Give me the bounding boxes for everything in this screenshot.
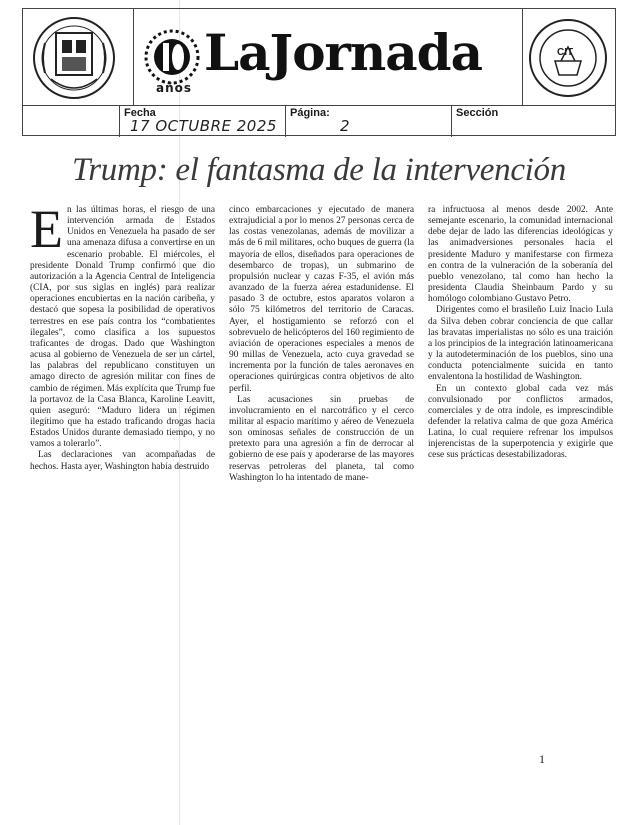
clipping-header <box>22 8 616 136</box>
date-label: Fecha <box>124 107 156 119</box>
paragraph-text: n las últimas horas, el riesgo de una intervención armada de Estados Unidos en Venezuela ha pasado de ser una amenaza difusa a convertirse en un escenario probable. El miércoles, el presidente Donald Trump confirmó que dio autorización a la Agencia Central de Inteligencia (CIA, por sus siglas en inglés) para realizar operaciones encubiertas en la nación caribeña, y destacó que sopesa la posibilidad de operativos terrestres en ese país contra los “combatientes ilegales”, como clasifica a los supuestos traficantes de drogas. Dado que Washington acusa al gobierno de Venezuela de ser un cártel, las palabras del republicano constituyen un amago directo de agresión militar con fines de cambio de régimen. Más explícita que Trump fue la portavoz de la Casa Blanca, Karoline Leavitt, quien aseguró: “Maduro lidera un régimen ilegítimo que ha estado traficando drogas hacia Estados Unidos durante demasiado tiempo, y no vamos a tolerarlo”. <box>30 205 215 450</box>
article-column-2 <box>229 205 414 483</box>
masthead-block <box>133 9 523 105</box>
right-seal-text: CIT <box>557 47 574 58</box>
article-column-3 <box>428 205 613 473</box>
paragraph: ra infructuosa al menos desde 2002. Ante semejante escenario, la comunidad internacional debe dejar de lado las diferencias ideológicas y las animadversiones personales hacia el presidente Maduro y manifestarse con firmeza en contra de la vulneración de la soberanía del pueblo venezolano, tal como han hecho la presidenta Claudia Sheinbaum Pardo y su homólogo colombiano Gustavo Petro. <box>428 205 613 305</box>
union-seal-logo <box>29 13 119 103</box>
article-body <box>30 199 614 483</box>
paragraph: Las declaraciones van acompañadas de hechos. Hasta ayer, Washington había destruido <box>30 450 215 472</box>
paragraph: Dirigentes como el brasileño Luiz Inacio Lula da Silva deben cobrar conciencia de que callar las bravatas imperialistas no sólo es una traición a los principios de la integración latinoamericana y la autodeterminación de los pueblos, sino una conducta potencialmente suicida en tanto envalentona la hostilidad de Washington. <box>428 305 613 383</box>
section-label: Sección <box>456 107 499 119</box>
date-value: 17 OCTUBRE 2025 <box>130 117 277 135</box>
page-cell <box>285 106 451 137</box>
paragraph: En un contexto global cada vez más convulsionado por conflictos armados, comerciales y de otra índole, es imprescindible defender la relativa calma de que goza América Latina, lo cual requiere refrenar los impulsos injerencistas de la superpotencia y exigirle que cese sus prácticas desestabilizadoras. <box>428 383 613 461</box>
paragraph: cinco embarcaciones y ejecutado de manera extrajudicial a por lo menos 27 personas cerca de las costas venezolanas, además de movilizar a más de 6 mil militares, ocho buques de guerra (la mayoría de ellos, diseñados para operaciones de desembarco de tropas), un submarino de propulsión nuclear y cazas F-35, el avión más avanzado de la fuerza aérea estadunidense. El pasado 3 de octubre, estos aparatos volaron a sólo 75 kilómetros del territorio de Caracas. Ayer, el hostigamiento se reforzó con el sobrevuelo de helicópteros del 160 regimiento de aviación de operaciones especiales a menos de 90 millas de Venezuela, acto cuya gravedad se incrementa por la función de tales aeronaves en operaciones quirúrgicas contra objetivos de alto perfil. <box>229 205 414 394</box>
confederation-seal-logo <box>527 17 609 99</box>
page-number: 1 <box>539 752 545 766</box>
article-column-1 <box>30 199 215 473</box>
clipping-info-row <box>23 105 615 137</box>
anniversary-label: años <box>156 81 193 95</box>
paragraph <box>30 199 215 450</box>
article-headline: Trump: el fantasma de la intervención <box>72 152 566 188</box>
paragraph: Las acusaciones sin pruebas de involucramiento en el narcotráfico y el cerco militar al espacio marítimo y aéreo de Venezuela son ominosas señales de construcción de un pretexto para una agresión a fin de derrocar al gobierno de ese país y apoderarse de las mayores reservas petroleras del planeta, tal como Washington lo ha intentado de mane- <box>229 394 414 483</box>
page-label: Página: <box>290 107 330 119</box>
page-value: 2 <box>340 117 350 135</box>
drop-cap: E <box>30 199 63 259</box>
date-cell <box>119 106 285 137</box>
section-cell <box>451 106 615 137</box>
newspaper-masthead: LaJornada <box>204 23 483 82</box>
